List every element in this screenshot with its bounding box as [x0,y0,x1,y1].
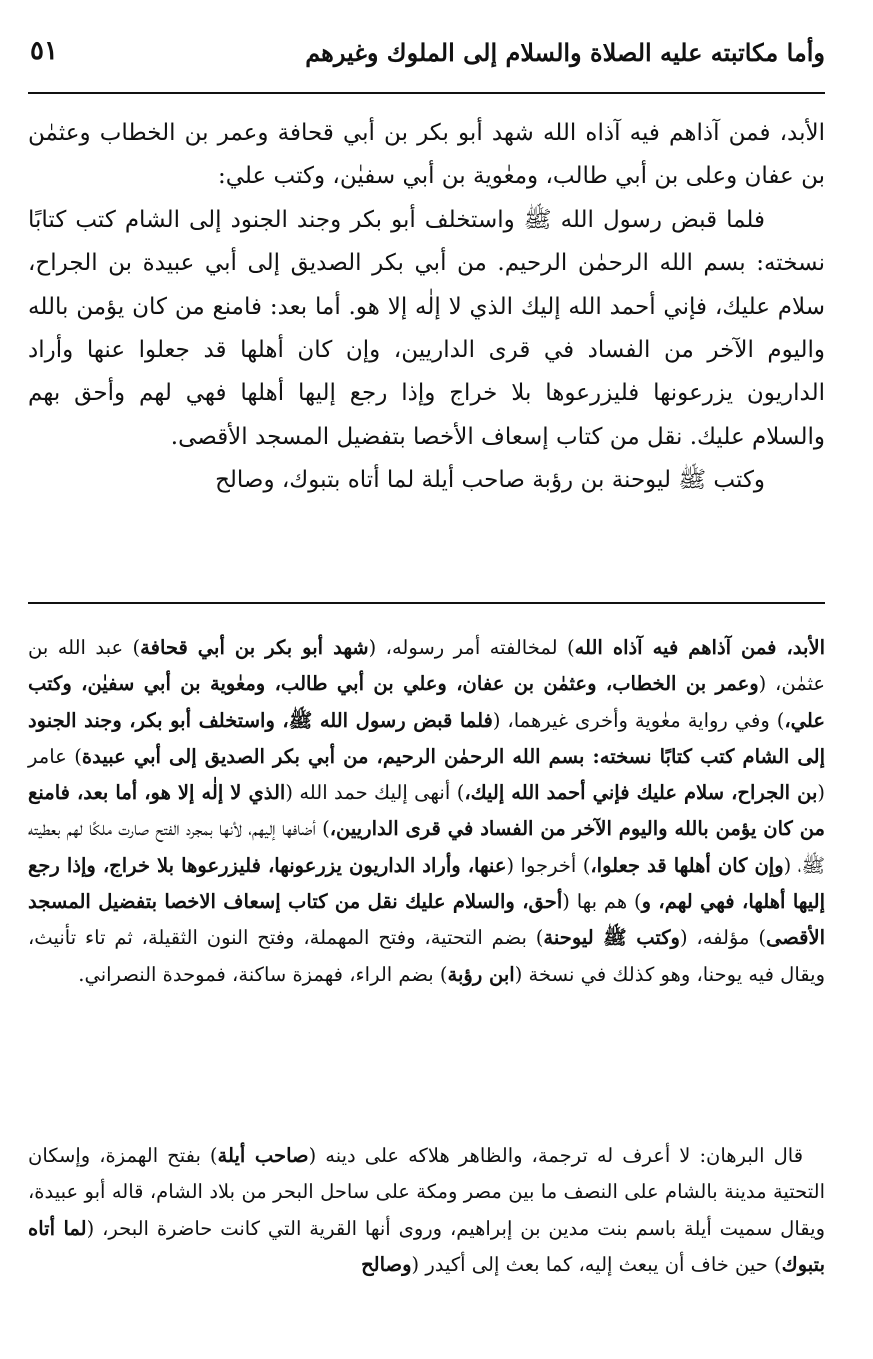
quoted-text: لما أتاه بتبوك [28,1216,825,1276]
main-paragraph: وكتب ﷺ ليوحنة بن رؤبة صاحب أيلة لما أتاه بتبوك، وصالح [215,467,765,494]
commentary-text: ) أنهى إليك حمد الله ( [285,781,465,805]
commentary-text: ) أضافها إليهم، لأنها بمجرد الفتح صارت ملكًا لهم بعطيته ﷺ، ( [28,817,825,877]
commentary-paragraph [28,630,825,993]
quoted-text: وصالح [361,1252,412,1276]
commentary-section [28,630,825,993]
quoted-text: بن الجراح، سلام عليك فإني أحمد الله إليك، [464,781,818,805]
running-title: وأما مكاتبته عليه الصلاة والسلام إلى الملوك وغيرهم [305,38,825,67]
commentary-text: ) حين خاف أن يبعث إليه، كما بعث إلى أكيدر ( [411,1252,782,1276]
commentary-text: ) مؤلفه، ( [679,926,766,950]
page-header [28,28,825,88]
commentary-text: ) عامر ( [28,744,825,805]
commentary-text: ) وفي رواية معٰوية وأخرى غيرهما، ( [492,708,785,732]
separator-rule [28,602,825,604]
page-number: ٥١ [30,36,58,66]
quoted-text: وعمر بن الخطاب، وعثمٰن بن عفان، وعلي بن أبي طالب، ومعٰوية بن أبي سفيٰن، وكتب علي، [28,672,825,732]
quoted-text: شهد أبو بكر بن أبي قحافة [140,636,369,659]
borhan-paragraph [28,1138,825,1283]
commentary-text: ) عبد الله بن عثمٰن، ( [28,636,825,696]
quoted-text: أحق، والسلام عليك نقل من كتاب إسعاف الاخصا بتفضيل المسجد الأقصى [28,890,826,950]
quoted-text: وإن كان أهلها قد جعلوا، [590,853,784,877]
commentary-text: ) هم بها ( [562,890,642,914]
borhan-section [28,1138,825,1283]
commentary-text: قال البرهان: لا أعرف له ترجمة، والظاهر هلاكه على دينه ( [308,1144,804,1167]
quoted-text: فلما قبض رسول الله ﷺ، واستخلف أبو بكر، وجند الجنود إلى الشام كتب كتابًا نسخته: بسم الله الرحمٰن الرحيم، من أبي بكر الصديق إلى أبي عبيدة [28,708,826,768]
commentary-text: ) لمخالفته أمر رسوله، ( [368,636,575,659]
main-paragraph: فلما قبض رسول الله ﷺ واستخلف أبو بكر وجند الجنود إلى الشام كتب كتابًا نسخته: بسم الله الرحمٰن الرحيم. من أبي بكر الصديق إلى أبي عبيدة بن الجراح، سلام عليك، فإني أحمد الله إليك الذي لا إلٰه إلا هو. أما بعد: فامنع من كان يؤمن بالله واليوم الآخر من الفساد في قرى الداريين، وإن كان أهلها قد جعلوا عنها وأراد الداريون يزرعونها فليزرعوها بلا خراج وإذا رجع إليها أهلها فهي لهم وأحق بهم والسلام عليك. نقل من كتاب إسعاف الأخصا بتفضيل المسجد الأقصى. [28,206,825,450]
quoted-text: ابن رؤبة [447,962,515,986]
main-text [28,112,825,503]
quoted-text: الذي لا إلٰه إلا هو، أما بعد، فامنع من كان يؤمن بالله واليوم الآخر من الفساد في قرى الداريين، [28,781,825,841]
quoted-text: وكتب ﷺ ليوحنة [543,926,680,950]
quoted-text: عنها، وأراد الداريون يزرعونها، فليزرعوها بلا خراج، وإذا رجع إليها أهلها، فهي لهم، و [28,853,826,914]
commentary-text: ) بفتح الهمزة، وإسكان التحتية مدينة بالشام على النصف ما بين مصر ومكة على ساحل البحر من بلاد الشام، قاله أبو عبيدة، ويقال سميت أيلة باسم بنت مدين بن إبراهيم، وروى أنها القرية التي كانت حاضرة البحر، ( [28,1144,825,1240]
main-paragraph: الأبد، فمن آذاهم فيه آذاه الله شهد أبو بكر بن أبي قحافة وعمر بن الخطاب وعثمٰن بن عفان وعلى بن أبي طالب، ومعٰوية بن أبي سفيٰن، وكتب علي: [28,120,825,190]
commentary-text: ) بضم الراء، فهمزة ساكنة، فموحدة النصراني. [78,962,448,986]
quoted-text: صاحب أيلة [217,1144,309,1167]
quoted-text: الأبد، فمن آذاهم فيه آذاه الله [574,636,826,659]
commentary-text: ) بضم التحتية، وفتح المهملة، وفتح النون الثقيلة، ثم تاء تأنيث، ويقال فيه يوحنا، وهو كذلك في نسخة ( [28,926,825,986]
commentary-text: ) أخرجوا ( [506,853,591,877]
header-rule [28,92,825,94]
